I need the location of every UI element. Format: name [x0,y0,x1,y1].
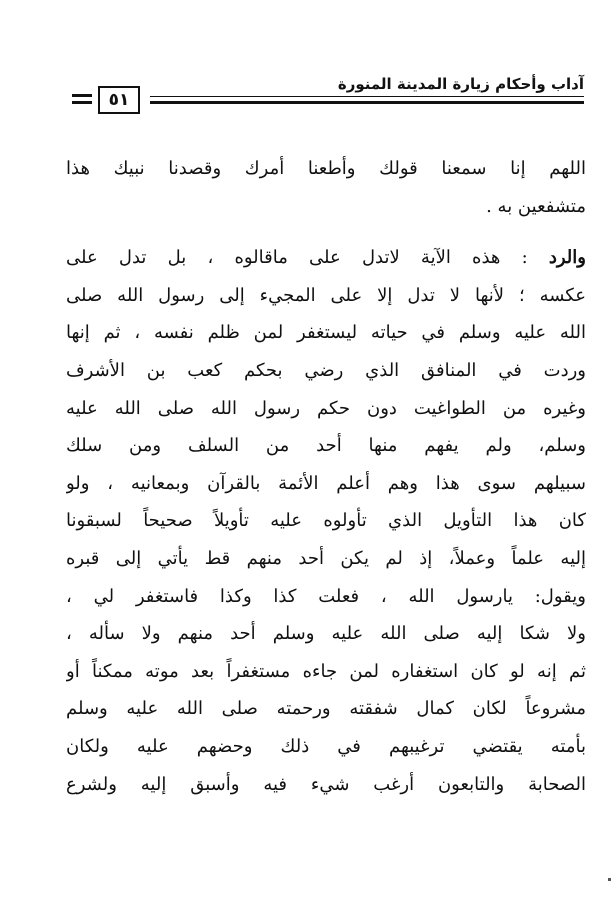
ornament-bar-top [72,94,92,97]
text-line: إليه علماً وعملاً، إذ لم يكن أحد منهم قط يأتي إلى قبره [66,547,586,569]
text-line: متشفعين به . [486,195,586,217]
header-ornament [72,94,92,106]
text-line: الله عليه وسلم في حياته ليستغفر لمن ظلم نفسه ، ثم إنها [66,322,586,344]
text-line-rest: : هذه الآية لاتدل على ماقالوه ، بل تدل على [66,247,528,269]
text-line [66,239,586,277]
page-number: ٥١ [108,90,130,110]
text-line: ويقول: يارسول الله ، فعلت كذا وكذا فاستغفر لي ، [66,585,586,607]
page-number-box [98,86,140,114]
paragraph-gap [66,225,586,239]
ornament-bar-bottom [72,101,92,104]
text-line: وغيره من الطواغيت دون حكم رسول الله صلى الله عليه [66,397,586,419]
text-line: وسلم، ولم يفهم منها أحد من السلف ومن سلك [66,435,586,457]
running-header-title: آداب وأحكام زيارة المدينة المنورة [337,75,584,93]
text-line: بأمته يقتضي ترغيبهم في ذلك وحضهم عليه ولكان [66,735,586,757]
text-line: كان هذا التأويل الذي تأولوه عليه تأويلاً صحيحاً لسبقونا [66,510,586,532]
text-line: عكسه ؛ لأنها لا تدل إلا على المجيء إلى رسول الله صلى [66,284,586,306]
text-line: ولا شكا إليه صلى الله عليه وسلم أحد منهم ولا سأله ، [66,623,586,645]
text-line: وردت في المنافق الذي رضي بحكم كعب بن الأشرف [66,359,586,381]
reply-heading: والرد [548,247,586,269]
text-line: اللهم إنا سمعنا قولك وأطعنا أمرك وقصدنا نبيك هذا [66,158,586,179]
scan-speck [608,878,611,881]
main-text [66,150,586,803]
header-rule-thick [150,101,584,104]
text-line: الصحابة والتابعون أرغب شيء فيه وأسبق إليه ولشرع [66,773,586,795]
text-line: ثم إنه لو كان استغفاره لمن جاءه مستغفراً بعد موته ممكناً أو [66,660,586,682]
header-rule-thin [150,96,584,97]
text-line: مشروعاً لكان كمال شفقته ورحمته صلى الله عليه وسلم [66,698,586,720]
text-line: سبيلهم سوى هذا وهم أعلم الأئمة بالقرآن وبمعانيه ، ولو [66,472,586,494]
